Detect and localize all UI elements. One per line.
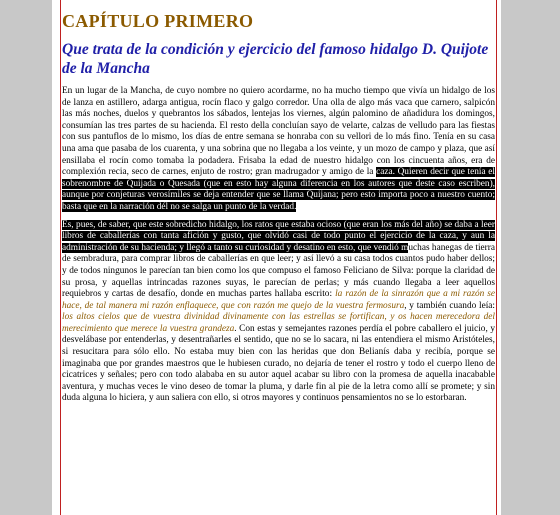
paragraph-2-text-b: , y también cuando leía: [404, 300, 495, 311]
left-margin-rule [60, 0, 61, 515]
chapter-title: CAPÍTULO PRIMERO [62, 11, 254, 31]
quote-2: los altos cielos que de vuestra divinidad divinamente con las estrellas se fortifican, y os hacen merecedora del merecimiento que merece la vuestra grandeza [62, 312, 495, 334]
chapter-subtitle: Que trata de la condición y ejercicio del famoso hidalgo D. Quijote de la Mancha [62, 41, 489, 77]
quote-1: la razón de la sinrazón que a mi razón se hace, de tal manera mi razón enflaquece, que con razón me quejo de la vuestra fermosura [62, 289, 496, 311]
paragraph-1-text: En un lugar de la Mancha, de cuyo nombre no quiero acordarme, no ha mucho tiempo que vivía un hidalgo de los de lanza en astillero, adarga antigua, rocín flaco y galgo corredor. Una olla de algo más vaca que carnero, salpicón las más noches, duelos y quebrantos los sábados, lentejas los viernes, algún palomino de añadidura los domingos, consumían las tres partes de su hacienda. El resto della concluían sayo de velarte, calzas de velludo para las fiestas con sus pantuflos de lo mismo, los días de entre semana se honraba con su vellori de lo más fino. Tenía en su casa una ama que pasaba de los cuarenta, y una sobrina que no llegaba a los veinte, y un mozo de campo y plaza, que así ensillaba el rocín como tomaba la podadera. Frisaba la edad de nuestro hidalgo con los cincuenta años, era de complexión recia, seco de carnes, enjuto de rostro; gran madrugador y amigo de la [62, 86, 495, 178]
selected-text-2[interactable]: Es, pues, de saber, que este sobredicho hidalgo, los ratos que estaba ocioso (que eran los más del año) se daba a leer libros de caballerías con tanta afición y gusto, que olvidó casi de todo punto el ejercicio de la caza, y aun la administración de su hacienda; y llegó a tanto su curiosidad y desatino en esto, que vendió m [62, 219, 495, 253]
paragraph-2[interactable] [62, 220, 495, 406]
paragraph-1[interactable] [62, 86, 495, 214]
paragraph-2-text-a: uchas hanegas de tierra de sembradura, para comprar libros de caballerías en que leer; y así llevó a su casa todos cuantos pudo haber dellos; y de todos ningunos le parecían tan bien como los que compuso el famoso Feliciano de Silva: porque la claridad de su prosa, y aquellas intrincadas razones suyas, le parecían de perlas; y más cuando llegaba a leer aquellos requiebros y cartas de desafío, donde en muchas partes hallaba escrito: [62, 242, 495, 300]
selected-text-1[interactable]: caza. Quieren decir que tenía el sobrenombre de Quijada o Quesada (que en esto hay alguna diferencia en los autores que deste caso escriben), aunque por conjeturas verosímiles se deja entender que se llama Quijana; pero esto importa poco a nuestro cuento; basta que en la narración dél no se salga un punto de la verdad. [62, 167, 495, 212]
right-margin-rule [496, 0, 497, 515]
document-content[interactable] [62, 8, 495, 411]
paragraph-2-text-c: . Con estas y semejantes razones perdía el pobre caballero el juicio, y desvelábase por entenderlas, y desentrañarles el sentido, que no se lo sacara, ni las entendiera el mismo Aristóteles, si resucitara para sólo ello. No estaba muy bien con las heridas que don Belianís daba y recibía, porque se imaginaba que por grandes maestros que le hubiesen curado, no dejaría de tener el rostro y todo el cuerpo lleno de cicatrices y señales; pero con todo alababa en su autor aquel acabar su libro con la promesa de aquella inacabable aventura, y muchas veces le vino deseo de tomar la pluma, y darle fin al pie de la letra como allí se promete; y sin duda alguna lo hiciera, y aun saliera con ello, si otros mayores y continuos pensamientos no se lo estorbaran. [62, 323, 495, 404]
